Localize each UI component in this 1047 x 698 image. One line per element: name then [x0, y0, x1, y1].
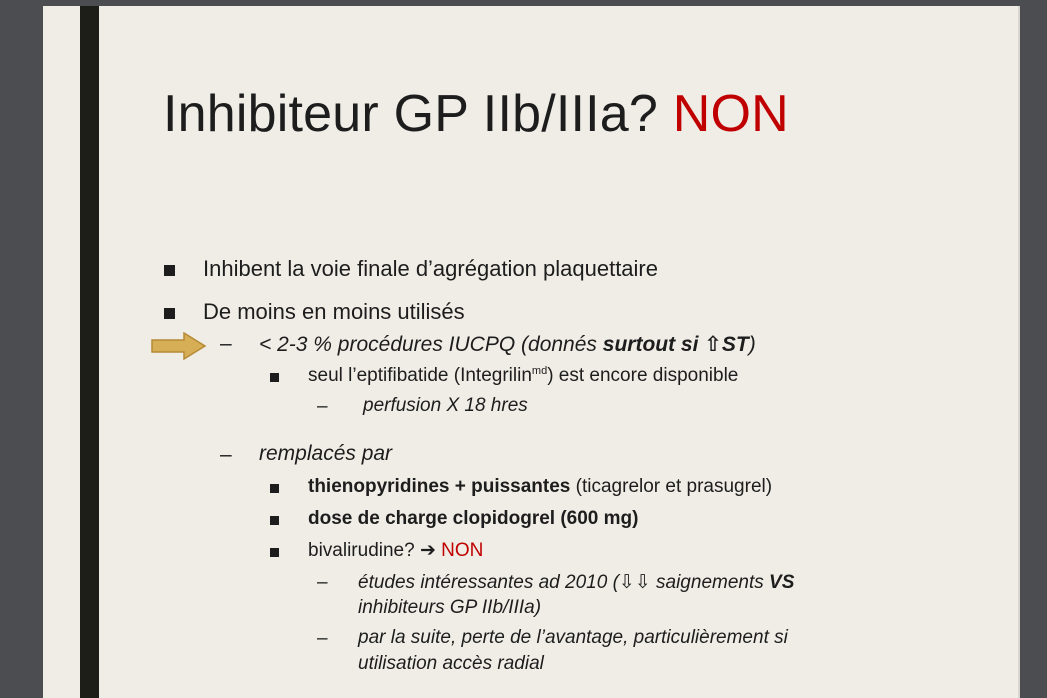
- bivalirudine-accent: NON: [441, 540, 484, 561]
- sub-bullet-thienopyridines: [308, 476, 772, 498]
- sub-bullet-avantage-line2: utilisation accès radial: [358, 653, 544, 674]
- bullet-square: [164, 308, 175, 319]
- bullet-square: [270, 516, 279, 525]
- slide: [43, 6, 1020, 698]
- sub-bullet-perfusion: perfusion X 18 hres: [363, 395, 528, 416]
- bullet-square: [270, 548, 279, 557]
- sub-bullet-remplaces: remplacés par: [259, 442, 393, 465]
- eptifibatide-text: seul l’eptifibatide (Integrilin: [308, 365, 532, 386]
- eptifibatide-text-end: ) est encore disponible: [547, 365, 739, 386]
- highlight-arrow-icon: [151, 332, 207, 360]
- eptifibatide-sup: md: [531, 365, 548, 377]
- dash-marker: –: [317, 396, 328, 417]
- etudes-text: études intéressantes ad 2010 (⇩⇩ saignements: [358, 572, 770, 593]
- thienopyridines-bold: thienopyridines + puissantes: [308, 476, 571, 497]
- thienopyridines-text: (ticagrelor et prasugrel): [570, 476, 773, 497]
- sub-bullet-bivalirudine: [308, 539, 483, 562]
- bullet-square: [164, 265, 175, 276]
- slide-edge: [1018, 6, 1020, 698]
- procedures-close: ): [748, 333, 756, 356]
- slide-title: [163, 84, 789, 144]
- decorative-left-bar: [80, 6, 99, 698]
- sub-bullet-avantage-line1: par la suite, perte de l’avantage, particulièrement si: [358, 627, 788, 648]
- bullet-square: [270, 373, 279, 382]
- sub-bullet-procedures: [259, 332, 756, 357]
- dash-marker: –: [220, 443, 232, 466]
- bullet-1-text: Inhibent la voie finale d’agrégation plaquettaire: [203, 256, 658, 281]
- bullet-2-text: De moins en moins utilisés: [203, 299, 465, 324]
- procedures-bold: surtout si ⇧ST: [602, 333, 749, 356]
- dash-marker: –: [317, 572, 328, 593]
- sub-bullet-clopidogrel: dose de charge clopidogrel (600 mg): [308, 508, 639, 529]
- bivalirudine-text: bivalirudine? ➔: [308, 540, 442, 561]
- sub-bullet-eptifibatide: [308, 365, 738, 387]
- dash-marker: –: [220, 332, 232, 355]
- title-text: Inhibiteur GP IIb/IIIa?: [163, 85, 673, 143]
- sub-bullet-etudes-line2: inhibiteurs GP IIb/IIIa): [358, 597, 542, 618]
- bullet-square: [270, 484, 279, 493]
- sub-bullet-etudes-line1: [358, 571, 794, 594]
- dash-marker: –: [317, 628, 328, 649]
- etudes-bold: VS: [769, 572, 795, 593]
- title-accent: NON: [672, 85, 789, 143]
- procedures-text: < 2-3 % procédures IUCPQ (donnés: [259, 333, 603, 356]
